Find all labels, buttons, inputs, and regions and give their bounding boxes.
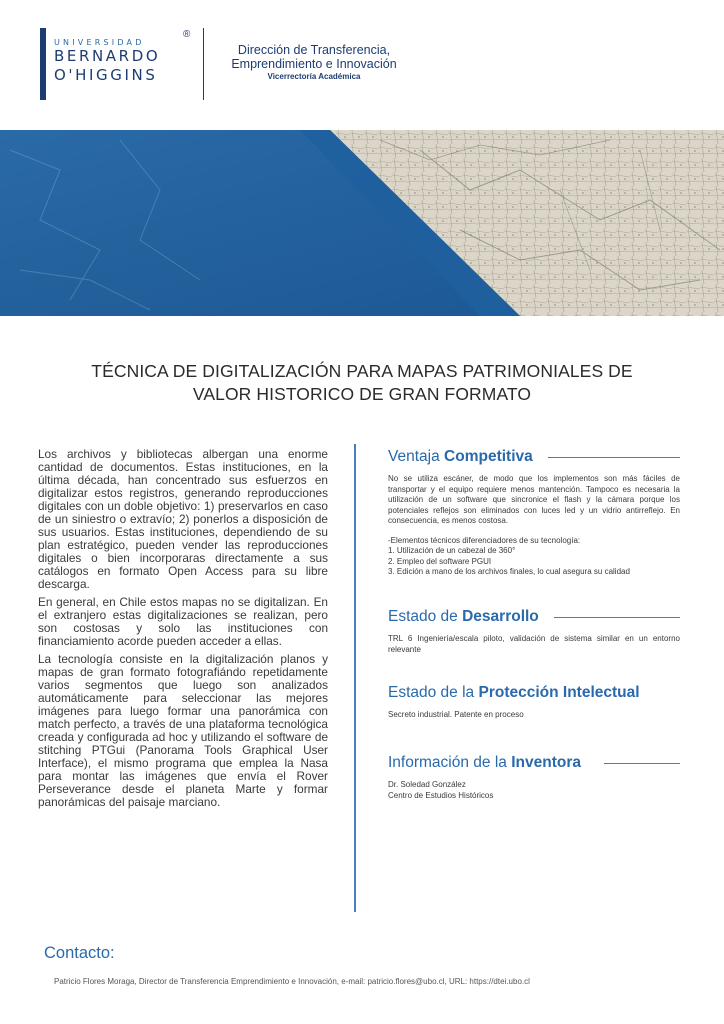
inventora-center: Centro de Estudios Históricos — [388, 790, 494, 800]
inventora-name: Dr. Soledad González — [388, 780, 466, 789]
ventaja-list-item-2: 2. Empleo del software PGUI — [388, 556, 492, 566]
ventaja-list-item-3: 3. Edición a mano de los archivos finales, lo cual asegura su calidad — [388, 567, 630, 576]
department-line3: Vicerrectoría Académica — [267, 72, 361, 81]
section-proteccion-title-bold: Protección Intelectual — [478, 684, 640, 701]
banner-image — [0, 130, 724, 316]
logo-university-label: UNIVERSIDAD — [54, 38, 145, 47]
title-line1: TÉCNICA DE DIGITALIZACIÓN PARA MAPAS PATRIMONIALES DE — [91, 361, 633, 381]
description-column — [38, 448, 328, 814]
section-ventaja — [388, 446, 680, 578]
section-ventaja-title-bold: Competitiva — [444, 448, 533, 465]
section-desarrollo-rule — [554, 617, 680, 618]
section-desarrollo-title-bold: Desarrollo — [462, 608, 539, 625]
department-block — [214, 43, 414, 81]
section-desarrollo-title-light: Estado de — [388, 608, 463, 625]
title-line2: VALOR HISTORICO DE GRAN FORMATO — [192, 384, 532, 404]
ventaja-list-title: -Elementos técnicos diferenciadores de su tecnología: — [388, 535, 581, 545]
description-paragraph-1: Los archivos y bibliotecas albergan una enorme cantidad de documentos. Estas instituciones, en la última década, han concentrado sus esfuerzos en digitalizar estos registros, generando reproducciones digitales con un doble objetivo: 1) preservarlos en caso de un siniestro o extravío; 2) ponerlos a disposición de sus usuarios. Estas instituciones, dependiendo de su plan estratégico, pueden vender las reproducciones digitales o bien incorporaras directamente a sus catálogos en formato Open Access para su libre descarga. — [38, 447, 328, 591]
desarrollo-paragraph: TRL 6 Ingeniería/escala piloto, validación de sistema similar en un entorno relevante — [388, 634, 680, 654]
description-paragraph-3: La tecnología consiste en la digitalización planos y mapas de gran formato fotografiándo repetidamente varios segmentos que luego son analizados automáticamente para seleccionar las mejores imágenes para luego formar una panorámica con match perfecto, a través de una plataforma tecnológica creada y configurada ad hoc y utilizando el software de stitching PTGui (Panorama Tools Graphical User Interface), el mismo programa que emplea la Nasa para montar las imágenes que envía el Rover Perseverance desde el planeta Marte y formar panorámicas del paisaje marciano. — [38, 652, 328, 809]
department-line2: Emprendimiento e Innovación — [231, 57, 397, 71]
section-inventora — [388, 752, 680, 801]
section-ventaja-title-light: Ventaja — [388, 448, 445, 465]
ventaja-paragraph: No se utiliza escáner, de modo que los implementos son más fáciles de transportar y el equipo requiere menos mantención. Tampoco es necesaria la utilización de un software que sincronice el flash y la cámara porque los potenciales reflejos son eliminados con luces led y un vidrio antirreflejo. En consecuencia, es menos costosa. — [388, 474, 680, 525]
document-title — [30, 360, 694, 406]
section-inventora-rule — [604, 763, 680, 764]
section-ventaja-rule — [548, 457, 680, 458]
header-divider — [203, 28, 204, 100]
section-desarrollo — [388, 606, 680, 664]
logo-bar — [40, 28, 46, 100]
logo-name-line2: O'HIGGINS — [54, 66, 158, 84]
contact-title: Contacto: — [44, 944, 115, 962]
description-paragraph-2: En general, en Chile estos mapas no se digitalizan. En el extranjero estas digitalizaciones se realizan, pero son costosas y solo las instituciones con financiamiento acorde pueden acceder a ellas. — [38, 595, 328, 648]
registered-mark: ® — [183, 29, 191, 40]
section-inventora-title-light: Información de la — [388, 754, 512, 771]
ventaja-list-item-1: 1. Utilización de un cabezal de 360° — [388, 546, 516, 555]
section-proteccion-title-light: Estado de la — [388, 684, 479, 701]
section-inventora-title-bold: Inventora — [511, 754, 581, 771]
department-line1: Dirección de Transferencia, — [237, 43, 391, 57]
university-logo — [54, 38, 204, 85]
logo-name-line1: BERNARDO — [54, 47, 161, 65]
proteccion-paragraph: Secreto industrial. Patente en proceso — [388, 710, 524, 719]
column-divider — [354, 444, 356, 912]
section-proteccion-title — [388, 682, 680, 704]
section-proteccion — [388, 682, 680, 730]
contact-details: Patricio Flores Moraga, Director de Transferencia Emprendimiento e Innovación, e-mail: patricio.flores@ubo.cl, URL: https://dtei.ubo.cl — [54, 977, 530, 986]
